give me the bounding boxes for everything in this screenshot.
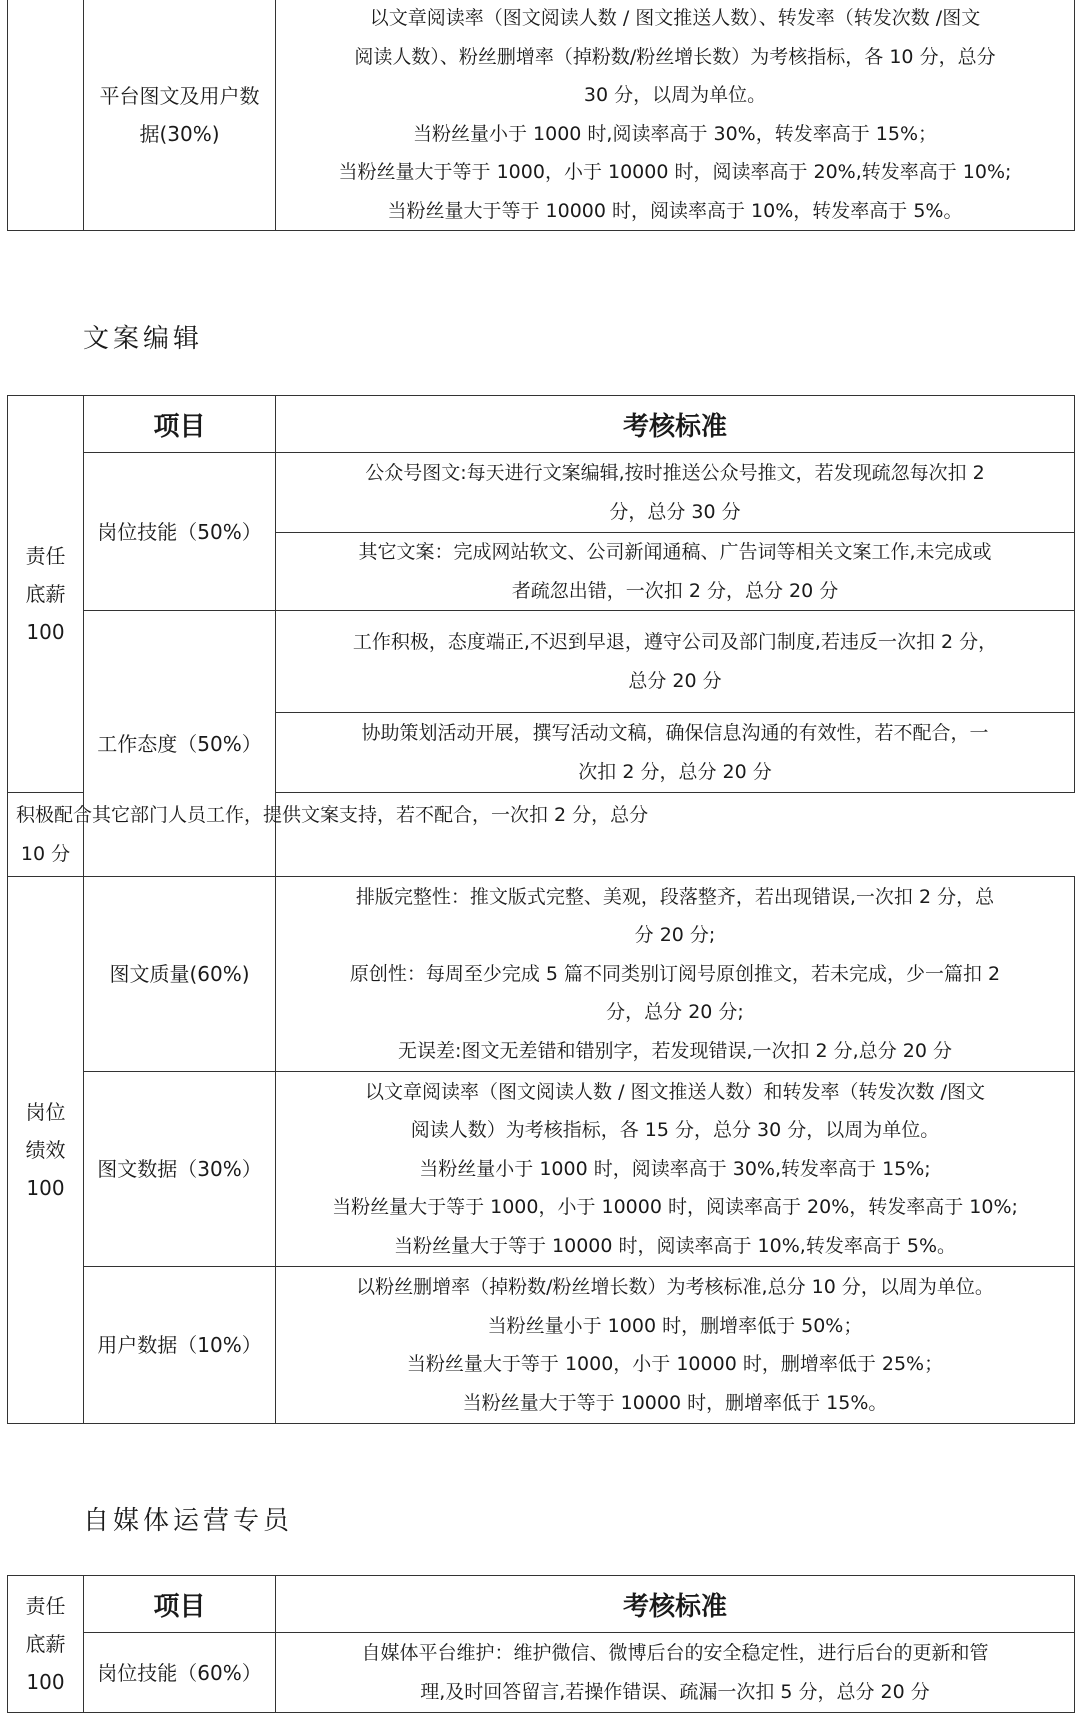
criteria-cell: 以文章阅读率（图文阅读人数 / 图文推送人数）和转发率（转发次数 /图文 阅读人数）为考核指标，各 15 分，总分 30 分，以周为单位。 当粉丝量小于 1000 时，阅读率高于 30%,转发率高于 15%; 当粉丝量大于等于 1000，小于 10000 时，阅读率高于 20%，转发率高于 10%; 当粉丝量大于等于 10000 时，阅读率高于 10%,转发率高于 5%。 bbox=[276, 1072, 1075, 1267]
table-header-row bbox=[8, 396, 1075, 453]
section-title-media-operator: 自媒体运营专员 bbox=[83, 1506, 294, 1536]
header-criteria: 考核标准 bbox=[276, 1576, 1075, 1633]
criteria-cell: 以粉丝删增率（掉粉数/粉丝增长数）为考核标准,总分 10 分，以周为单位。 当粉丝量小于 1000 时，删增率低于 50%； 当粉丝量大于等于 1000，小于 10000 时，删增率低于 25%； 当粉丝量大于等于 10000 时，删增率低于 15%。 bbox=[276, 1267, 1075, 1424]
table-row bbox=[8, 611, 1075, 713]
group-label-responsibility: 责任 底薪 100 bbox=[8, 1576, 84, 1713]
section-title-copywriting: 文案编辑 bbox=[83, 324, 204, 354]
criteria-cell: 以文章阅读率（图文阅读人数 / 图文推送人数）、转发率（转发次数 /图文 阅读人数）、粉丝删增率（掉粉数/粉丝增长数）为考核指标，各 10 分，总分 30 分，以周为单位。 当粉丝量小于 1000 时,阅读率高于 30%，转发率高于 15%； 当粉丝量大于等于 1000，小于 10000 时，阅读率高于 20%,转发率高于 10%; 当粉丝量大于等于 10000 时，阅读率高于 10%，转发率高于 5%。 bbox=[276, 0, 1075, 231]
table-media-operator bbox=[7, 1575, 1075, 1713]
header-criteria: 考核标准 bbox=[276, 396, 1075, 453]
table-copywriting bbox=[7, 395, 1075, 1424]
item-cell: 平台图文及用户数 据(30%) bbox=[84, 0, 276, 231]
item-cell: 岗位技能（50%） bbox=[84, 453, 276, 611]
item-cell: 图文质量(60%) bbox=[84, 877, 276, 1072]
table-row bbox=[8, 877, 1075, 1072]
table-row bbox=[8, 1267, 1075, 1424]
criteria-cell: 工作积极，态度端正,不迟到早退，遵守公司及部门制度,若违反一次扣 2 分， 总分 20 分 bbox=[276, 611, 1075, 713]
table-row bbox=[8, 1072, 1075, 1267]
table-row bbox=[8, 0, 1075, 231]
table-top-continued bbox=[7, 0, 1075, 231]
group-label-responsibility: 责任 底薪 100 bbox=[8, 396, 84, 793]
label-cell-empty bbox=[8, 0, 84, 231]
table-row bbox=[8, 453, 1075, 533]
item-cell: 岗位技能（60%） bbox=[84, 1633, 276, 1713]
table-header-row bbox=[8, 1576, 1075, 1633]
item-cell: 图文数据（30%） bbox=[84, 1072, 276, 1267]
criteria-cell: 公众号图文:每天进行文案编辑,按时推送公众号推文，若发现疏忽每次扣 2 分，总分 30 分 bbox=[276, 453, 1075, 533]
item-cell: 工作态度（50%） bbox=[84, 611, 276, 877]
item-cell: 用户数据（10%） bbox=[84, 1267, 276, 1424]
header-item: 项目 bbox=[84, 396, 276, 453]
criteria-cell: 协助策划活动开展，撰写活动文稿，确保信息沟通的有效性，若不配合，一 次扣 2 分，总分 20 分 bbox=[276, 713, 1075, 793]
header-item: 项目 bbox=[84, 1576, 276, 1633]
criteria-cell: 自媒体平台维护：维护微信、微博后台的安全稳定性，进行后台的更新和管 理,及时回答留言,若操作错误、疏漏一次扣 5 分，总分 20 分 bbox=[276, 1633, 1075, 1713]
criteria-cell: 其它文案：完成网站软文、公司新闻通稿、广告词等相关文案工作,未完成或 者疏忽出错，一次扣 2 分，总分 20 分 bbox=[276, 533, 1075, 611]
criteria-cell: 排版完整性：推文版式完整、美观，段落整齐，若出现错误,一次扣 2 分，总 分 20 分; 原创性：每周至少完成 5 篇不同类别订阅号原创推文，若未完成，少一篇扣 2 分，总分 20 分; 无误差:图文无差错和错别字，若发现错误,一次扣 2 分,总分 20 分 bbox=[276, 877, 1075, 1072]
group-label-performance: 岗位 绩效 100 bbox=[8, 877, 84, 1424]
criteria-cell: 积极配合其它部门人员工作，提供文案支持，若不配合，一次扣 2 分，总分 10 分 bbox=[8, 793, 84, 877]
table-row bbox=[8, 1633, 1075, 1713]
